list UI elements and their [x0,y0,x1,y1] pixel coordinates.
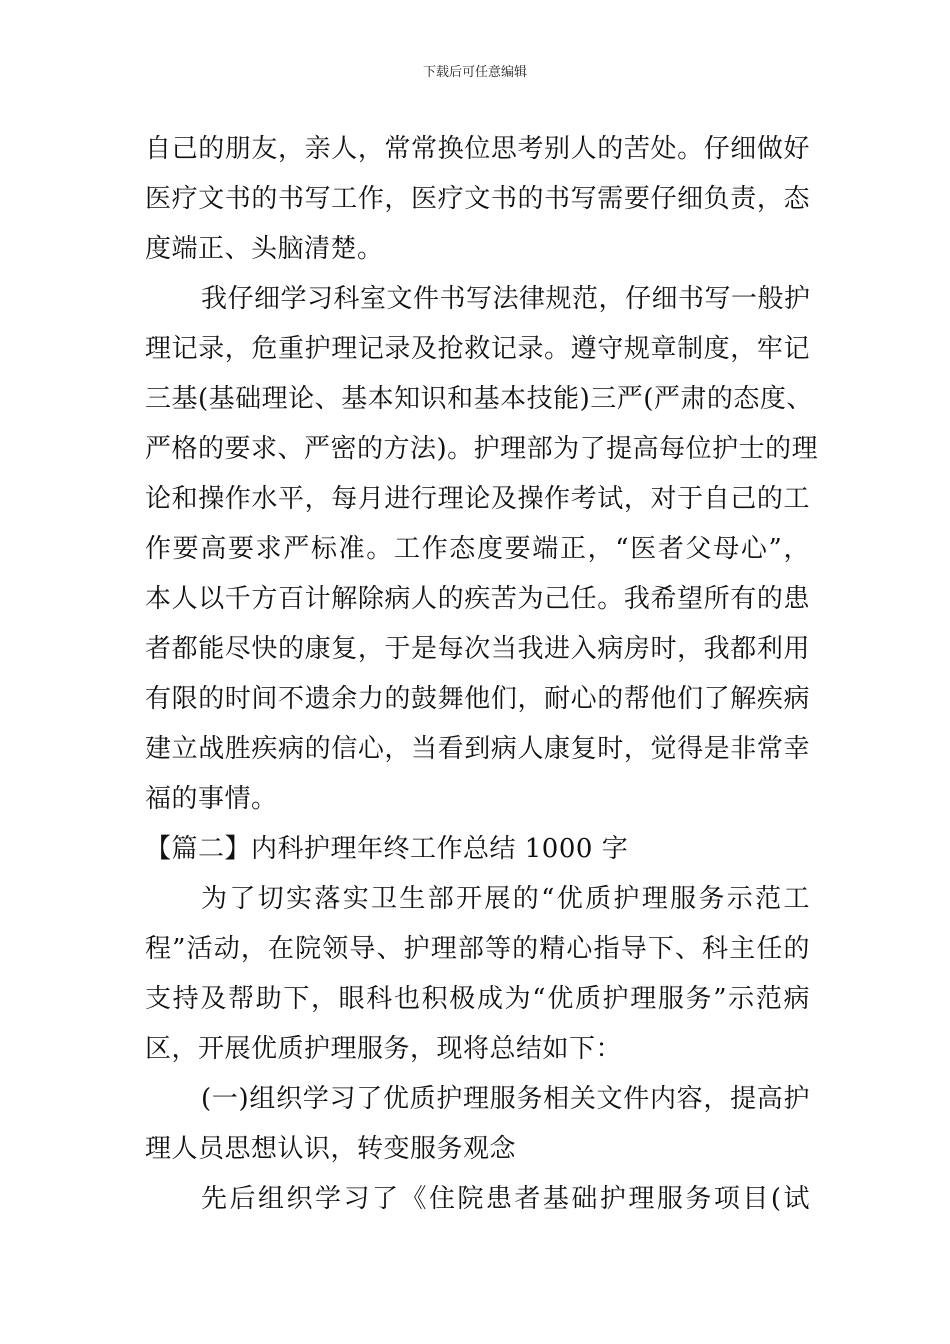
text-line: 福的事情。 [145,784,278,814]
text-line: 建立战胜疾病的信心，当看到病人康复时，觉得是非常幸 [145,734,810,764]
text-line: 自己的朋友，亲人，常常换位思考别人的苦处。仔细做好 [145,134,810,164]
text-line: 本人以千方百计解除病人的疾苦为己任。我希望所有的患 [145,584,810,614]
document-body [145,124,819,1224]
text-line: 我仔细学习科室文件书写法律规范，仔细书写一般护 [201,284,811,314]
text-line: 论和操作水平，每月进行理论及操作考试，对于自己的工 [145,484,810,514]
text-line: 度端正、头脑清楚。 [145,234,384,264]
text-line: 理记录，危重护理记录及抢救记录。遵守规章制度，牢记 [145,334,810,364]
text-line: 三基(基础理论、基本知识和基本技能)三严(严肃的态度、 [145,384,813,414]
text-line: 支持及帮助下，眼科也积极成为“优质护理服务”示范病 [145,984,810,1014]
text-line: 者都能尽快的康复，于是每次当我进入病房时，我都利用 [145,634,810,664]
text-line: 有限的时间不遗余力的鼓舞他们，耐心的帮他们了解疾病 [145,684,810,714]
page-header-note: 下载后可任意编辑 [422,65,527,80]
text-line: 严格的要求、严密的方法)。护理部为了提高每位护士的理 [145,434,819,464]
text-line: 为了切实落实卫生部开展的“优质护理服务示范工 [201,884,810,914]
text-line: 理人员思想认识，转变服务观念 [145,1134,517,1164]
text-line: 先后组织学习了《住院患者基础护理服务项目(试 [201,1184,810,1214]
text-line: (一)组织学习了优质护理服务相关文件内容，提高护 [201,1084,810,1114]
text-line: 区，开展优质护理服务，现将总结如下： [145,1034,623,1064]
text-line: 程”活动，在院领导、护理部等的精心指导下、科主任的 [145,934,810,964]
text-line: 作要高要求严标准。工作态度要端正，“医者父母心”， [145,534,810,564]
section-heading: 【篇二】内科护理年终工作总结 1000 字 [145,834,629,864]
text-line: 医疗文书的书写工作，医疗文书的书写需要仔细负责，态 [145,184,810,214]
